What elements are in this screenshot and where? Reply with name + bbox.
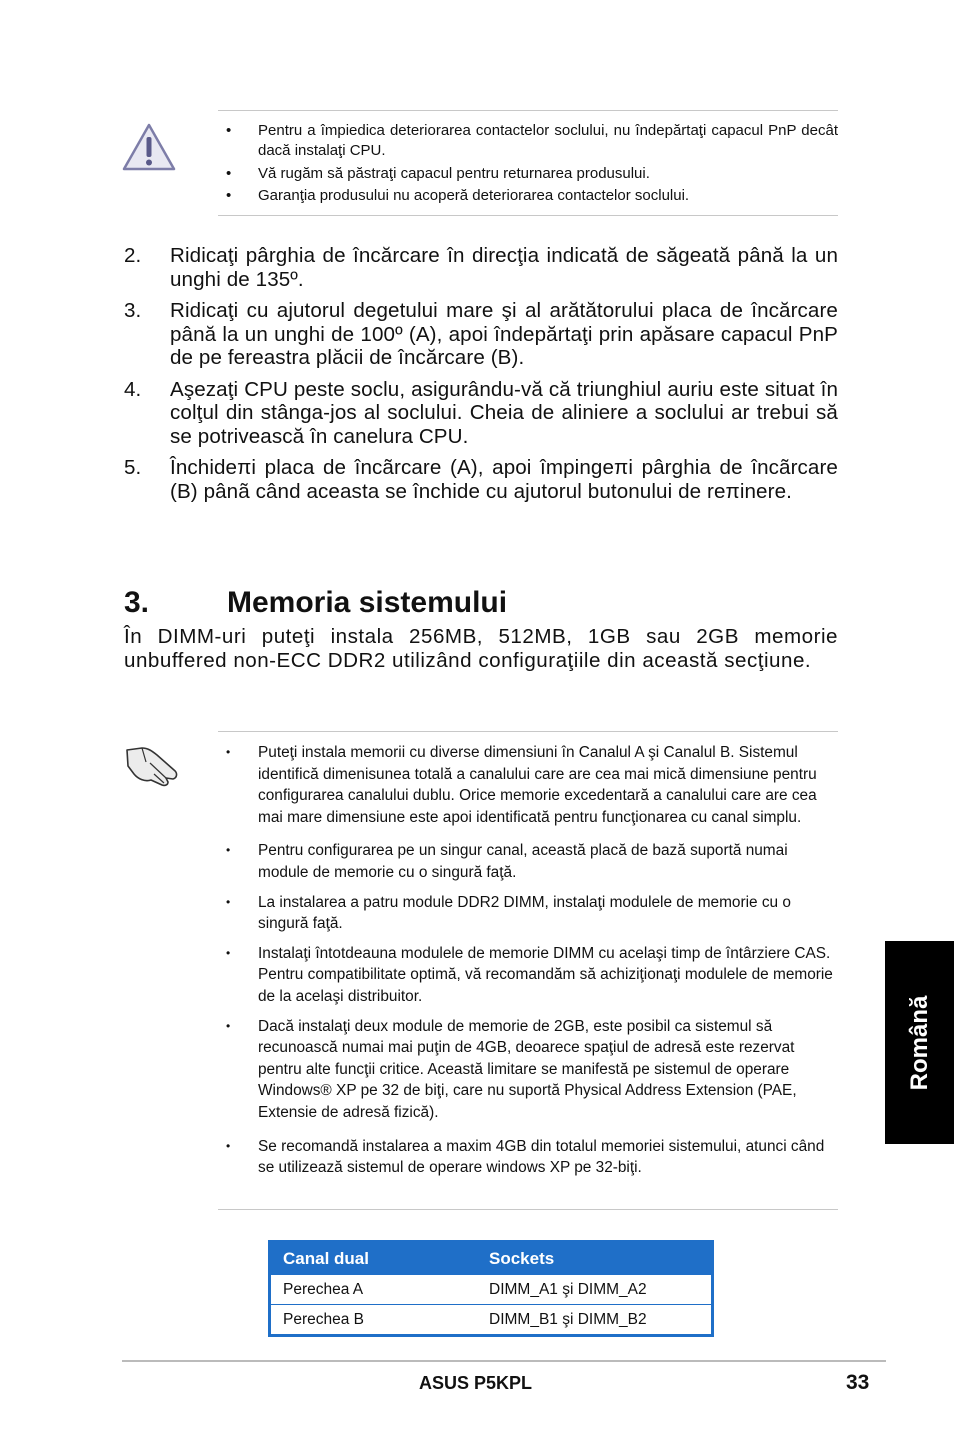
- step-number: 5.: [124, 456, 142, 479]
- note-bottom-rule: [218, 1209, 838, 1210]
- note-top-rule: [218, 731, 838, 732]
- section-intro: În DIMM-uri puteţi instala 256MB, 512MB, 1GB sau 2GB memorie unbuffered non-ECC DDR2 utilizând configuraţiile din această secţiune.: [124, 625, 838, 672]
- step-item: 2. Ridicaţi pârghia de încărcare în direcţia indicată de săgeată până la un unghi de 135º.: [124, 244, 838, 291]
- table-cell: Perechea B: [270, 1305, 478, 1336]
- section-number: 3.: [124, 586, 150, 619]
- pointing-hand-icon: [124, 744, 180, 790]
- table-row: [270, 1305, 713, 1336]
- step-list: [124, 244, 838, 511]
- dual-channel-table: [268, 1240, 714, 1337]
- step-number: 4.: [124, 377, 142, 401]
- step-number: 2.: [124, 244, 142, 267]
- section-heading: [124, 586, 507, 620]
- step-item: 3. Ridicaţi cu ajutorul degetului mare şi al arătătorului placa de încărcare până la un unghi de 100º (A), apoi îndepărtaţi prin apăsare capacul PnP de pe fereastra plăcii de încărcare (B).: [124, 299, 838, 369]
- note-item: • Puteţi instala memorii cu diverse dimensiuni în Canalul A şi Canalul B. Sistemul identifică dimenisunea totală a canalului care are cea mai mică dimensiune pentru configurarea canalului dublu. Orice memorie excedentară a canalului care are cea mai mare dimensiune este apoi identificată pentru funcţionarea cu canal simplu.: [226, 744, 817, 826]
- table-row: [270, 1275, 713, 1305]
- table-header-row: [270, 1242, 713, 1275]
- note-item: • Instalaţi întotdeauna modulele de memorie DIMM cu acelaşi timp de întârziere CAS. Pentru compatibilitate optimă, vă recomandăm să achiziţionaţi modulele de memorie de la acelaşi distribuitor.: [226, 944, 833, 1005]
- warning-bottom-rule: [218, 215, 838, 216]
- language-side-tab: [885, 941, 954, 1144]
- note-item: • Se recomandă instalarea a maxim 4GB din totalul memoriei sistemului, atunci când se utilizează sistemul de operare windows XP pe 32-biţi.: [226, 1137, 825, 1177]
- warning-triangle-icon: [122, 122, 176, 172]
- table-cell: DIMM_A1 şi DIMM_A2: [477, 1275, 713, 1305]
- language-label: Română: [905, 995, 933, 1090]
- table-header-cell: Sockets: [477, 1242, 713, 1275]
- footer-brand: ASUS P5KPL: [419, 1373, 533, 1393]
- warning-top-rule: [218, 110, 838, 111]
- table-cell: Perechea A: [270, 1275, 478, 1305]
- note-item: • Pentru configurarea pe un singur canal, această placă de bază suportă numai module de memorie cu o singură faţă.: [226, 842, 788, 881]
- warning-item: • Vă rugăm să păstraţi capacul pentru returnarea produsului.: [220, 164, 838, 184]
- section-title: Memoria sistemului: [227, 586, 508, 619]
- step-number: 3.: [124, 299, 142, 322]
- note-list: [220, 742, 838, 1187]
- step-item: 5. Închideπi placa de încãrcare (A), apoi împingeπi pârghia de încãrcare (B) pânã când aceasta se închide cu ajutorul butonului de reπinere.: [124, 456, 838, 503]
- warning-list: [220, 121, 838, 206]
- warning-item: • Pentru a împiedica deteriorarea contactelor soclului, nu îndepărtaţi capacul PnP decât dacă instalaţi CPU.: [220, 121, 838, 161]
- table-cell: DIMM_B1 şi DIMM_B2: [477, 1305, 713, 1336]
- page-number: 33: [846, 1371, 870, 1394]
- warning-item: • Garanţia produsului nu acoperă deteriorarea contactelor soclului.: [220, 186, 838, 206]
- note-item: • Dacă instalaţi deux module de memorie de 2GB, este posibil ca sistemul să recunoască numai mai puţin de 4GB, deoarece spaţiul de adresă este rezervat pentru alte funcţii critice. Această limitare se manifestă pe sistemul de operare Windows® XP pe 32 de biţi, care nu suportă Physical Address Extension (PAE, Extensie de adresă fizică).: [226, 1017, 797, 1121]
- note-item: • La instalarea a patru module DDR2 DIMM, instalaţi modulele de memorie cu o singură faţă.: [226, 893, 791, 933]
- table-header-cell: Canal dual: [270, 1242, 478, 1275]
- step-item: 4. Aşezaţi CPU peste soclu, asigurându-vă că triunghiul auriu este situat în colţul din stânga-jos al soclului. Cheia de aliniere a soclului ar trebui să se potrivească în canelura CPU.: [124, 377, 838, 448]
- footer-rule: [122, 1360, 886, 1362]
